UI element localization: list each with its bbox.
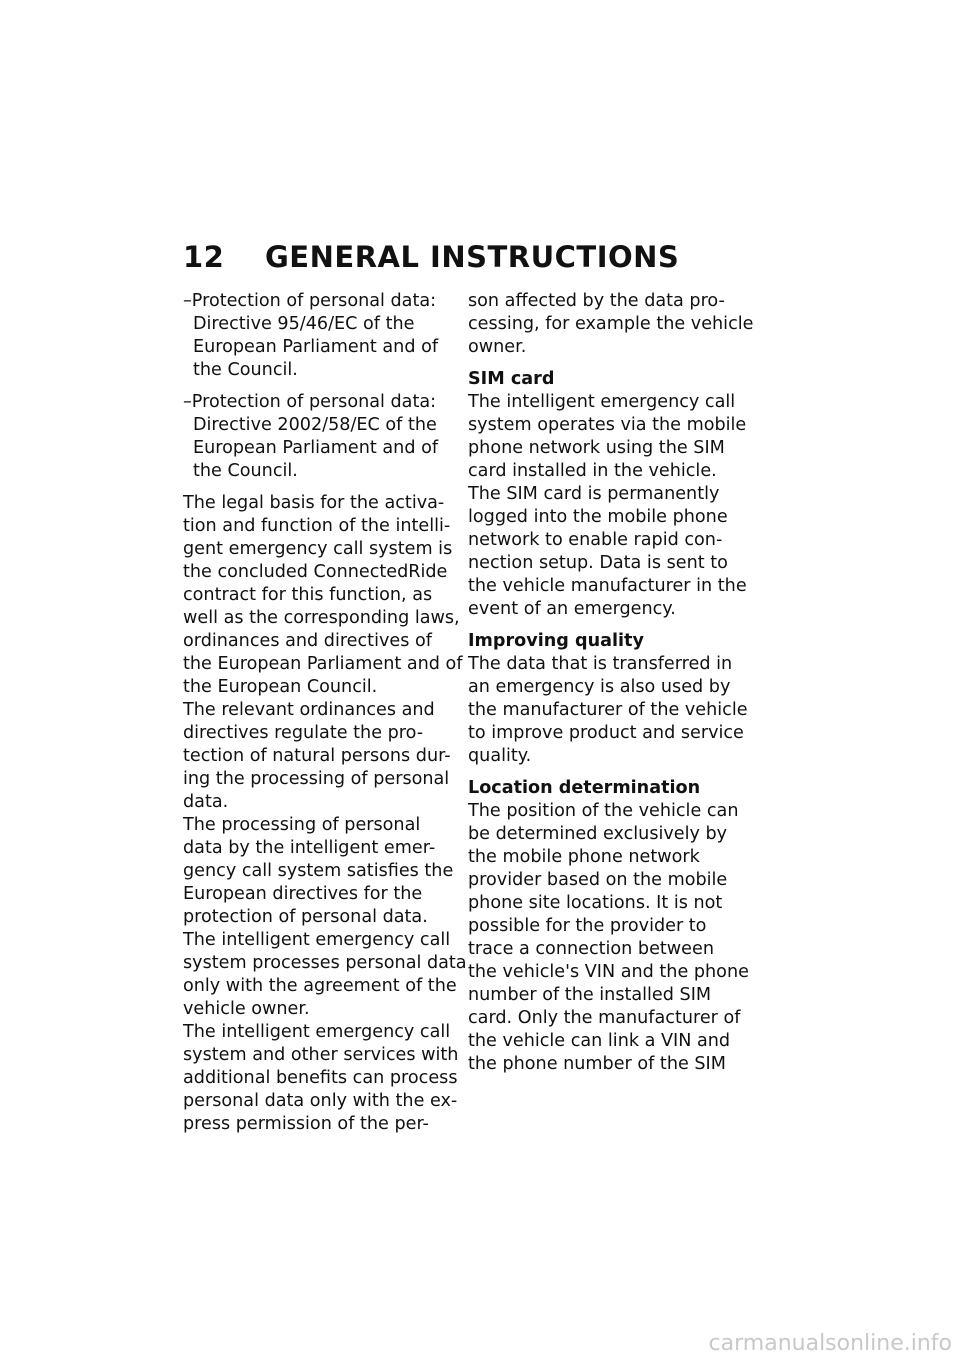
text-line: press permission of the per- — [183, 1114, 429, 1134]
text-line: protection of personal data. — [183, 907, 428, 927]
bullet-item — [183, 391, 455, 483]
text-line: the mobile phone network — [468, 847, 700, 867]
text-line: event of an emergency. — [468, 599, 676, 619]
text-line: the concluded ConnectedRide — [183, 562, 448, 582]
paragraph — [183, 814, 455, 929]
text-line: the Council. — [193, 360, 298, 380]
left-column — [183, 290, 467, 1136]
text-line: additional benefits can process — [183, 1068, 458, 1088]
text-line: the vehicle manufacturer in the — [468, 576, 747, 596]
text-line: The processing of personal — [183, 815, 421, 835]
text-line: European directives for the — [183, 884, 423, 904]
page-number: 12 — [183, 240, 225, 274]
text-line: ing the processing of personal — [183, 769, 450, 789]
text-line: well as the corresponding laws, — [183, 608, 460, 628]
watermark: carmanualsonline.info — [708, 1331, 952, 1356]
text-line: gency call system satisfies the — [183, 861, 454, 881]
text-line: owner. — [468, 337, 527, 357]
text-line: system and other services with — [183, 1045, 459, 1065]
section-heading: SIM card — [468, 369, 555, 389]
text-line: The intelligent emergency call — [183, 930, 451, 950]
text-line: –Protection of personal data: — [183, 291, 437, 311]
text-line: tion and function of the intelli- — [183, 516, 451, 536]
text-line: trace a connection between — [468, 939, 714, 959]
text-line: ordinances and directives of — [183, 631, 432, 651]
text-line: European Parliament and of — [193, 438, 439, 458]
paragraph — [183, 1021, 459, 1136]
text-line: –Protection of personal data: — [183, 392, 437, 412]
text-line: possible for the provider to — [468, 916, 707, 936]
text-line: be determined exclusively by — [468, 824, 728, 844]
text-line: the phone number of the SIM — [468, 1054, 726, 1074]
text-line: network to enable rapid con- — [468, 530, 723, 550]
text-line: phone network using the SIM — [468, 438, 725, 458]
text-line: to improve product and service — [468, 723, 744, 743]
text-line: The relevant ordinances and — [183, 700, 435, 720]
text-line: The intelligent emergency call — [183, 1022, 451, 1042]
text-line: son affected by the data pro- — [468, 291, 725, 311]
section-location-determination — [468, 777, 749, 1076]
text-line: contract for this function, as — [183, 585, 433, 605]
text-line: phone site locations. It is not — [468, 893, 723, 913]
text-line: the vehicle can link a VIN and — [468, 1031, 731, 1051]
text-line: cessing, for example the vehicle — [468, 314, 754, 334]
text-line: the Council. — [193, 461, 298, 481]
text-line: the European Parliament and of — [183, 654, 463, 674]
text-line: the European Council. — [183, 677, 378, 697]
paragraph — [468, 290, 754, 359]
section-sim-card — [468, 368, 747, 621]
text-line: data by the intelligent emer- — [183, 838, 436, 858]
text-line: European Parliament and of — [193, 337, 439, 357]
text-line: the manufacturer of the vehicle — [468, 700, 748, 720]
text-line: nection setup. Data is sent to — [468, 553, 728, 573]
text-line: personal data only with the ex- — [183, 1091, 458, 1111]
text-line: vehicle owner. — [183, 999, 310, 1019]
text-line: The position of the vehicle can — [468, 801, 739, 821]
text-line: logged into the mobile phone — [468, 507, 728, 527]
text-line: the vehicle's VIN and the phone — [468, 962, 749, 982]
text-line: number of the installed SIM — [468, 985, 712, 1005]
text-line: The SIM card is permanently — [468, 484, 720, 504]
text-line: provider based on the mobile — [468, 870, 728, 890]
text-line: gent emergency call system is — [183, 539, 453, 559]
text-line: system processes personal data — [183, 953, 467, 973]
text-line: Directive 2002/58/EC of the — [193, 415, 437, 435]
text-line: only with the agreement of the — [183, 976, 457, 996]
page-title: GENERAL INSTRUCTIONS — [265, 240, 680, 274]
paragraph — [183, 929, 467, 1021]
text-line: card. Only the manufacturer of — [468, 1008, 741, 1028]
text-line: data. — [183, 792, 229, 812]
section-improving-quality — [468, 630, 748, 768]
bullet-item — [183, 290, 455, 382]
page-header — [183, 240, 679, 274]
text-line: card installed in the vehicle. — [468, 461, 717, 481]
text-line: an emergency is also used by — [468, 677, 731, 697]
paragraph — [183, 699, 455, 814]
text-line: The intelligent emergency call — [468, 392, 736, 412]
paragraph — [183, 492, 463, 699]
section-heading: Improving quality — [468, 631, 644, 651]
text-line: quality. — [468, 746, 532, 766]
text-line: The data that is transferred in — [468, 654, 733, 674]
section-heading: Location determination — [468, 778, 701, 798]
right-column — [468, 290, 754, 1085]
text-line: tection of natural persons dur- — [183, 746, 451, 766]
text-line: directives regulate the pro- — [183, 723, 424, 743]
text-line: Directive 95/46/EC of the — [193, 314, 415, 334]
text-line: The legal basis for the activa- — [183, 493, 445, 513]
text-line: system operates via the mobile — [468, 415, 747, 435]
